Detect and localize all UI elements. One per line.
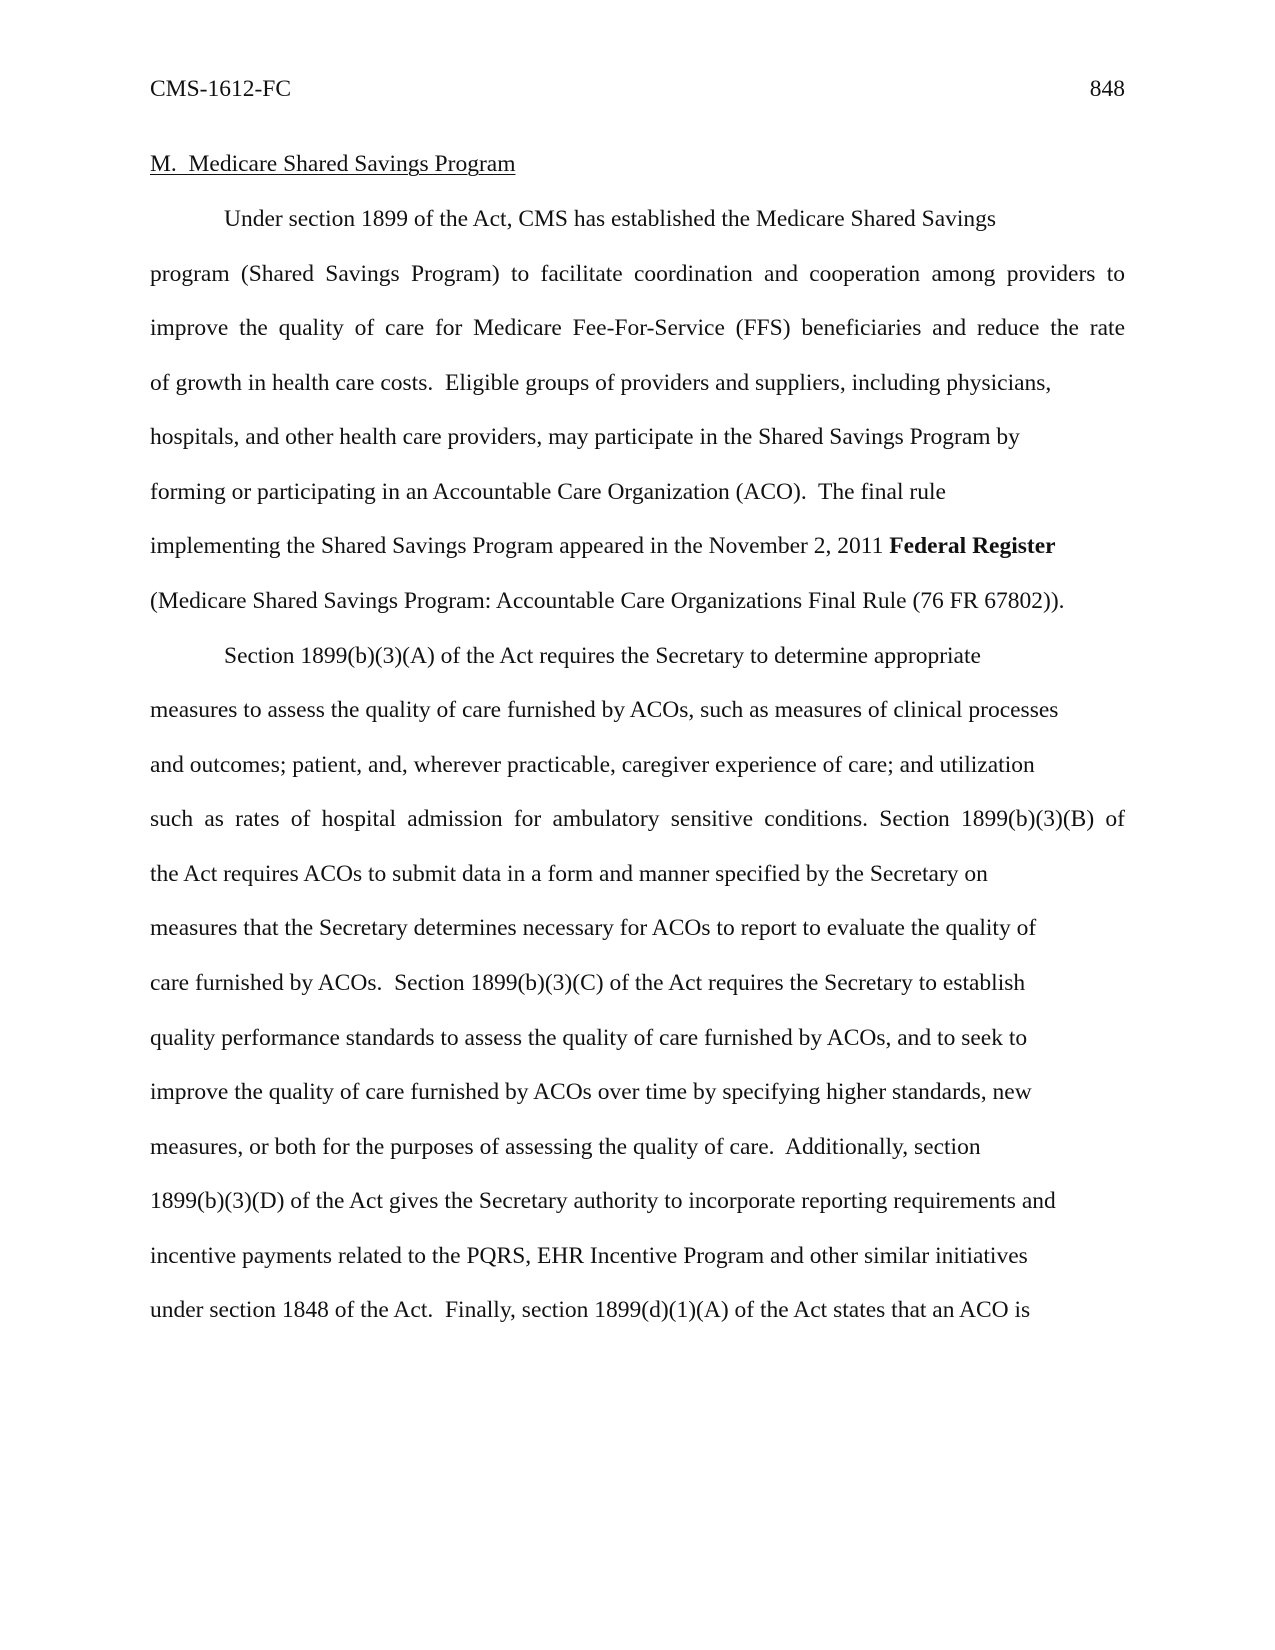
paragraph-line: and outcomes; patient, and, wherever practicable, caregiver experience of care; and utilization (150, 752, 1035, 778)
section-heading: M. Medicare Shared Savings Program (150, 151, 516, 177)
paragraph-line: program (Shared Savings Program) to facilitate coordination and cooperation among providers to (150, 261, 1125, 287)
paragraph-line: the Act requires ACOs to submit data in a form and manner specified by the Secretary on (150, 861, 988, 887)
paragraph-line: improve the quality of care for Medicare Fee-For-Service (FFS) beneficiaries and reduce the rate (150, 315, 1125, 341)
paragraph-line: measures, or both for the purposes of assessing the quality of care. Additionally, section (150, 1134, 981, 1160)
paragraph-line: measures that the Secretary determines necessary for ACOs to report to evaluate the quality of (150, 915, 1037, 941)
line-text: implementing the Shared Savings Program appeared in the November 2, 2011 (150, 533, 890, 559)
document-id: CMS-1612-FC (150, 76, 292, 102)
paragraph-line: measures to assess the quality of care furnished by ACOs, such as measures of clinical processes (150, 697, 1059, 723)
paragraph-line: quality performance standards to assess the quality of care furnished by ACOs, and to seek to (150, 1025, 1028, 1051)
paragraph-line: such as rates of hospital admission for ambulatory sensitive conditions. Section 1899(b)(3)(B) of (150, 806, 1125, 832)
paragraph-line: improve the quality of care furnished by ACOs over time by specifying higher standards, new (150, 1079, 1032, 1105)
paragraph-line: of growth in health care costs. Eligible groups of providers and suppliers, including physicians, (150, 370, 1052, 396)
paragraph-line: Section 1899(b)(3)(A) of the Act requires the Secretary to determine appropriate (224, 643, 981, 669)
paragraph-line: 1899(b)(3)(D) of the Act gives the Secretary authority to incorporate reporting requirements and (150, 1188, 1056, 1214)
paragraph-line: hospitals, and other health care providers, may participate in the Shared Savings Program by (150, 424, 1020, 450)
paragraph-line: under section 1848 of the Act. Finally, section 1899(d)(1)(A) of the Act states that an ACO is (150, 1297, 1031, 1323)
paragraph-line: (Medicare Shared Savings Program: Accountable Care Organizations Final Rule (76 FR 67802)). (150, 588, 1065, 614)
paragraph-line (150, 531, 1125, 561)
page-number: 848 (1089, 76, 1125, 102)
paragraph-line: incentive payments related to the PQRS, EHR Incentive Program and other similar initiatives (150, 1243, 1028, 1269)
paragraph-line: forming or participating in an Accountable Care Organization (ACO). The final rule (150, 479, 946, 505)
federal-register-title: Federal Register (889, 533, 1056, 559)
paragraph-line: care furnished by ACOs. Section 1899(b)(3)(C) of the Act requires the Secretary to establish (150, 970, 1026, 996)
paragraph-line: Under section 1899 of the Act, CMS has established the Medicare Shared Savings (224, 206, 997, 232)
